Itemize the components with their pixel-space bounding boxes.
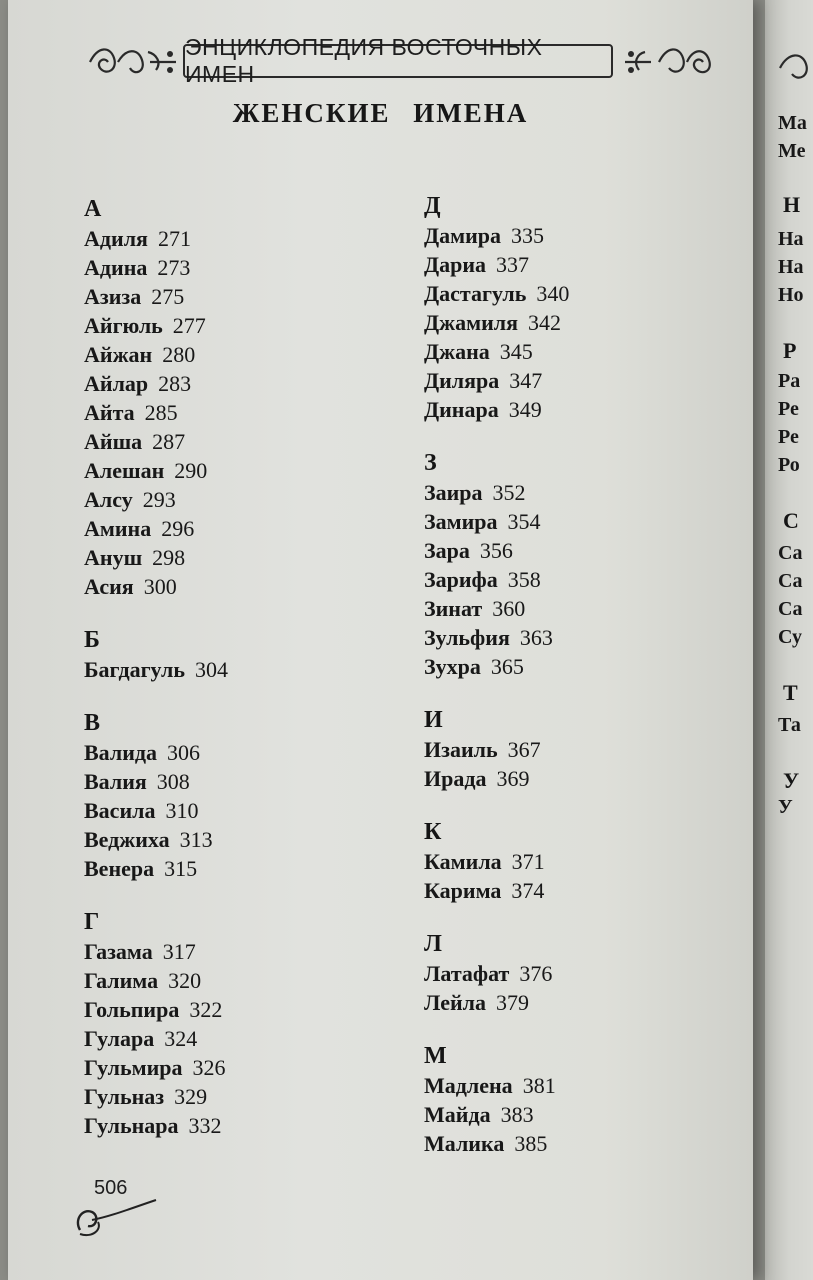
entry-name: Газама [84,939,153,964]
name-entry [424,565,569,594]
entry-name: Алсу [84,487,133,512]
entry-page-number: 293 [142,487,176,512]
entry-name: Веджиха [84,827,170,852]
name-entry [84,253,228,282]
entry-name: Гульназ [84,1084,165,1109]
entry-name: Азиза [84,284,142,309]
name-entry [424,847,569,876]
entry-page-number: 332 [188,1113,222,1138]
entry-name: Айта [84,400,135,425]
entry-page-number: 271 [157,226,191,251]
next-page-entry: Ре [778,398,799,420]
next-page-letter: У [783,768,800,793]
next-page-entry: Ма [778,112,807,134]
name-entry [424,764,569,793]
entry-page-number: 365 [490,654,524,679]
next-page-entry: Са [778,598,803,620]
entry-page-number: 320 [168,968,202,993]
name-entry [84,655,228,684]
entry-name: Айгюль [84,313,163,338]
entry-page-number: 285 [144,400,178,425]
name-entry [84,572,228,601]
name-entry [424,395,569,424]
entry-page-number: 273 [157,255,191,280]
entry-page-number: 287 [152,429,186,454]
entry-name: Замира [424,509,498,534]
entry-page-number: 354 [507,509,541,534]
next-page-entry: Та [778,714,801,736]
entry-name: Алешан [84,458,165,483]
name-entry [84,854,228,883]
name-entry [84,282,228,311]
entry-page-number: 347 [509,368,543,393]
entry-name: Малика [424,1131,505,1156]
entry-page-number: 385 [514,1131,548,1156]
next-page-entry: Ре [778,426,799,448]
name-entry [424,337,569,366]
entry-page-number: 356 [479,538,513,563]
entry-page-number: 340 [536,281,570,306]
entry-page-number: 300 [143,574,177,599]
entry-page-number: 277 [172,313,206,338]
entry-page-number: 352 [492,480,526,505]
name-entry [424,1100,569,1129]
next-page-letter: Р [783,338,797,363]
entry-page-number: 290 [174,458,208,483]
name-entry [84,796,228,825]
running-header [88,34,718,87]
entry-name: Джамиля [424,310,518,335]
right-name-column [424,191,569,1158]
name-entry [424,735,569,764]
entry-name: Мадлена [424,1073,513,1098]
next-page-entry: Но [778,284,804,306]
name-entry [84,485,228,514]
entry-name: Латафат [424,961,510,986]
entry-name: Асия [84,574,134,599]
entry-name: Адиля [84,226,148,251]
entry-page-number: 329 [174,1084,208,1109]
name-entry [424,536,569,565]
entry-page-number: 349 [508,397,542,422]
entry-name: Гульмира [84,1055,183,1080]
name-entry [424,876,569,905]
entry-page-number: 275 [151,284,185,309]
book-title: ЭНЦИКЛОПЕДИЯ ВОСТОЧНЫХ ИМЕН [185,34,543,87]
entry-page-number: 367 [507,737,541,762]
entry-name: Галима [84,968,159,993]
entry-name: Ануш [84,545,143,570]
entry-page-number: 315 [164,856,198,881]
entry-name: Зухра [424,654,481,679]
entry-page-number: 335 [511,223,545,248]
next-page-entry: Са [778,570,803,592]
ornament-right-icon [623,42,715,82]
entry-page-number: 298 [152,545,186,570]
entry-name: Ирада [424,766,487,791]
entry-name: Гольпира [84,997,180,1022]
next-page-letter: Н [783,192,801,217]
next-page-entry: На [778,256,804,278]
name-entry [84,369,228,398]
page-number: 506 [94,1177,128,1199]
next-page-ornament-icon [776,48,813,88]
section-letter: М [424,1043,447,1069]
entry-page-number: 322 [189,997,223,1022]
entry-page-number: 313 [179,827,213,852]
name-entry [84,825,228,854]
entry-page-number: 306 [167,740,201,765]
entry-page-number: 379 [496,990,530,1015]
entry-name: Дастагуль [424,281,527,306]
next-page-entry: На [778,228,804,250]
name-entry [84,514,228,543]
entry-name: Айлар [84,371,149,396]
entry-name: Зарифа [424,567,498,592]
entry-name: Венера [84,856,155,881]
entry-name: Карима [424,878,502,903]
name-entry [84,1082,228,1111]
entry-page-number: 383 [500,1102,534,1127]
name-entry [84,1053,228,1082]
name-entry [84,995,228,1024]
next-page-entry: Са [778,542,803,564]
entry-page-number: 310 [165,798,199,823]
entry-name: Зульфия [424,625,510,650]
entry-name: Лейла [424,990,487,1015]
book-title-box [183,34,613,87]
entry-name: Гульнара [84,1113,179,1138]
entry-page-number: 369 [496,766,530,791]
entry-name: Валида [84,740,158,765]
entry-page-number: 381 [522,1073,556,1098]
name-entry [424,959,569,988]
name-entry [84,767,228,796]
entry-page-number: 304 [195,657,228,682]
entry-name: Дариа [424,252,487,277]
next-page-letter: С [783,508,799,533]
name-entry [84,456,228,485]
entry-name: Гулара [84,1026,155,1051]
entry-page-number: 317 [162,939,196,964]
entry-page-number: 324 [164,1026,198,1051]
name-entry [424,1129,569,1158]
section-letter: А [84,196,102,222]
entry-name: Камила [424,849,502,874]
name-entry [424,652,569,681]
section-letter: И [424,707,443,733]
name-entry [424,594,569,623]
entry-name: Зинат [424,596,483,621]
entry-name: Заира [424,480,483,505]
section-letter: Л [424,931,442,957]
entry-page-number: 280 [162,342,196,367]
name-entry [84,340,228,369]
name-entry [84,398,228,427]
name-entry [84,1024,228,1053]
name-entry [424,507,569,536]
next-page-entry: Ро [778,454,800,476]
entry-page-number: 363 [519,625,553,650]
entry-name: Майда [424,1102,491,1127]
entry-name: Багдагуль [84,657,185,682]
entry-name: Диляра [424,368,500,393]
entry-name: Васила [84,798,156,823]
section-letter: Б [84,627,100,653]
entry-page-number: 374 [511,878,545,903]
name-entry [424,366,569,395]
name-entry [424,988,569,1017]
next-page-entry: Ме [778,140,806,162]
name-entry [84,738,228,767]
next-page-entry: У [778,796,793,818]
next-page-entry: Су [778,626,802,648]
name-entry [84,1111,228,1140]
name-entry [424,308,569,337]
entry-page-number: 360 [492,596,526,621]
name-entry [84,937,228,966]
entry-name: Джана [424,339,490,364]
page-title: ЖЕНСКИЕ ИМЕНА [232,98,529,128]
name-entry [424,250,569,279]
entry-page-number: 308 [156,769,190,794]
entry-name: Айжан [84,342,153,367]
book-page [8,0,753,1280]
entry-page-number: 337 [496,252,530,277]
name-entry [84,427,228,456]
entry-page-number: 342 [528,310,561,335]
name-entry [424,1071,569,1100]
entry-name: Изаиль [424,737,498,762]
entry-page-number: 376 [519,961,553,986]
entry-page-number: 371 [511,849,545,874]
entry-page-number: 296 [161,516,195,541]
entry-page-number: 358 [507,567,541,592]
name-entry [424,478,569,507]
entry-name: Динара [424,397,499,422]
section-letter: Д [424,193,441,219]
section-letter: З [424,450,437,476]
entry-name: Амина [84,516,152,541]
name-entry [84,311,228,340]
name-entry [84,966,228,995]
name-entry [84,224,228,253]
section-letter: В [84,710,101,736]
name-entry [424,221,569,250]
next-page-letter: Т [783,680,798,705]
entry-name: Валия [84,769,147,794]
entry-name: Айша [84,429,143,454]
next-page-entry: Ра [778,370,801,392]
entry-name: Дамира [424,223,502,248]
name-entry [84,543,228,572]
entry-name: Зара [424,538,470,563]
ornament-left-icon [88,42,178,82]
section-letter: К [424,819,442,845]
name-entry [424,623,569,652]
section-letter: Г [84,909,100,935]
entry-page-number: 326 [192,1055,226,1080]
entry-page-number: 345 [499,339,533,364]
entry-name: Адина [84,255,148,280]
entry-page-number: 283 [158,371,192,396]
name-entry [424,279,569,308]
left-name-column [84,194,228,1140]
